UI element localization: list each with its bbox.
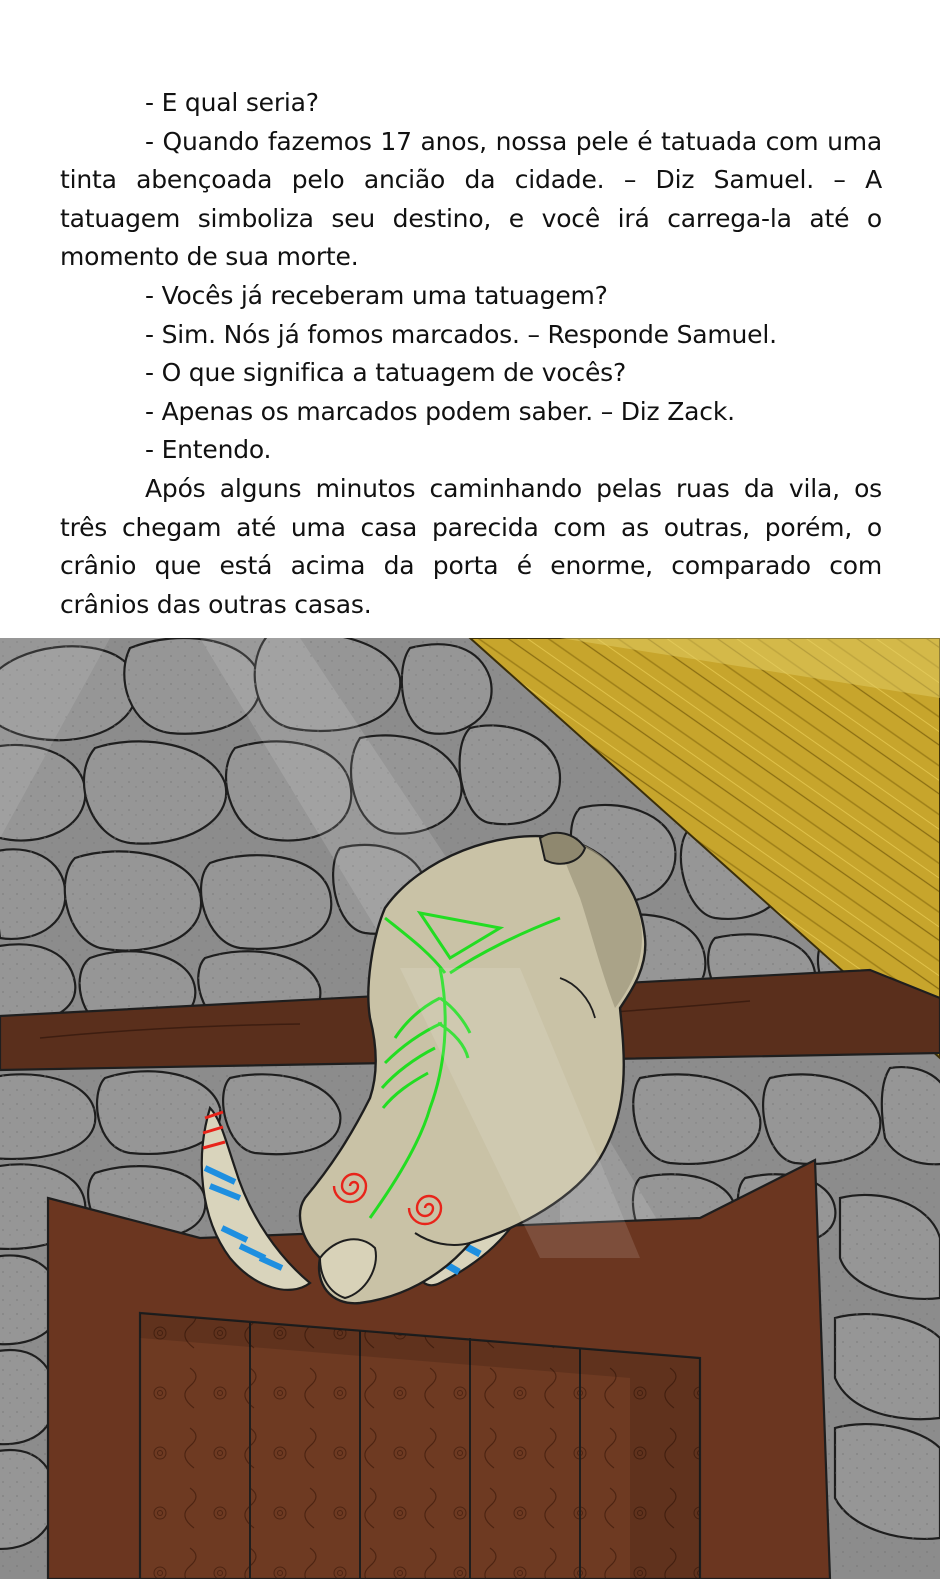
story-text — [60, 84, 882, 624]
dialogue-line: - O que significa a tatuagem de vocês? — [145, 358, 627, 388]
dialogue-line: - Sim. Nós já fomos marcados. – Responde Samuel. — [145, 319, 777, 349]
dialogue-line: - Quando fazemos 17 anos, nossa pele é tatuada com uma tinta abençoada pelo ancião da cidade. – Diz Samuel. – A tatuagem simboliza seu destino, e você irá carrega-la até o momento de sua morte. — [60, 126, 882, 272]
dialogue-line: - Apenas os marcados podem saber. – Diz Zack. — [145, 396, 735, 426]
dialogue-line: - Entendo. — [145, 435, 272, 465]
dialogue-line: - Vocês já receberam uma tatuagem? — [145, 280, 608, 310]
narration-paragraph: Após alguns minutos caminhando pelas ruas da vila, os três chegam até uma casa parecida com as outras, porém, o crânio que está acima da porta é enorme, comparado com crânios das outras casas. — [60, 473, 882, 619]
skull-over-door-illustration — [0, 638, 940, 1579]
dialogue-line: - E qual seria? — [145, 88, 319, 117]
